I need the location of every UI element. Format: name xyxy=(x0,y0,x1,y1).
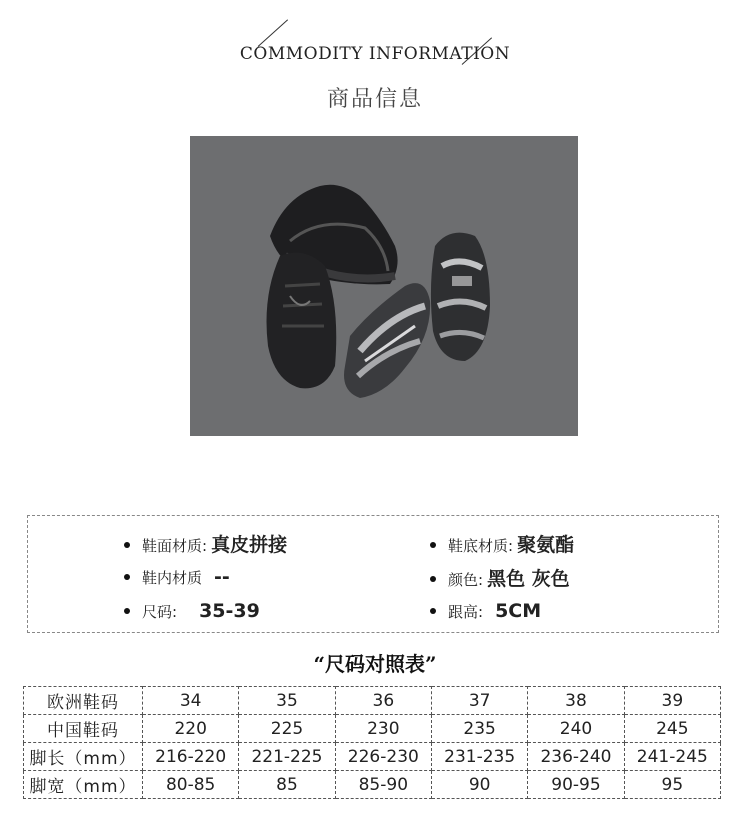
table-cell: 216-220 xyxy=(143,743,239,771)
spec-lining-value: -- xyxy=(214,566,230,588)
bullet-icon xyxy=(430,576,436,582)
table-cell: 235 xyxy=(431,715,527,743)
table-cell: 90-95 xyxy=(528,771,624,799)
spec-sole-label: 鞋底材质: xyxy=(448,537,514,555)
spec-heel-label: 跟高: xyxy=(448,603,484,621)
black-shoe-front xyxy=(267,253,337,389)
spec-upper-value: 真皮拼接 xyxy=(211,534,288,556)
spec-lining xyxy=(124,566,230,588)
spec-sole xyxy=(430,530,574,557)
table-cell: 38 xyxy=(528,687,624,715)
spec-heel xyxy=(430,600,541,622)
table-cell: 240 xyxy=(528,715,624,743)
title-chinese: 商品信息 xyxy=(326,87,423,112)
spec-lining-label: 鞋内材质 xyxy=(142,569,203,587)
table-cell: 236-240 xyxy=(528,743,624,771)
table-row xyxy=(24,715,721,743)
table-cell: 39 xyxy=(624,687,720,715)
bullet-icon xyxy=(124,542,130,548)
sneakers-photo xyxy=(190,136,578,436)
size-table xyxy=(23,686,721,799)
decorative-line-left xyxy=(258,19,288,47)
table-row xyxy=(24,687,721,715)
spec-upper xyxy=(124,530,287,557)
table-cell: 90 xyxy=(431,771,527,799)
spec-color xyxy=(430,564,570,591)
table-cell: 241-245 xyxy=(624,743,720,771)
spec-upper-label: 鞋面材质: xyxy=(142,537,208,555)
table-cell: 245 xyxy=(624,715,720,743)
table-cell: 230 xyxy=(335,715,431,743)
header xyxy=(0,0,750,130)
bullet-icon xyxy=(124,608,130,614)
size-table-title: “尺码对照表” xyxy=(313,652,437,676)
table-cell: 85 xyxy=(239,771,335,799)
table-cell: 80-85 xyxy=(143,771,239,799)
spec-color-label: 颜色: xyxy=(448,571,484,589)
table-cell: 231-235 xyxy=(431,743,527,771)
table-cell: 226-230 xyxy=(335,743,431,771)
table-cell: 95 xyxy=(624,771,720,799)
table-cell: 221-225 xyxy=(239,743,335,771)
bullet-icon xyxy=(124,574,130,580)
table-cell: 34 xyxy=(143,687,239,715)
table-cell: 220 xyxy=(143,715,239,743)
bullet-icon xyxy=(430,608,436,614)
table-cell: 36 xyxy=(335,687,431,715)
row-header: 脚宽（mm） xyxy=(24,771,143,799)
gray-shoe-right xyxy=(431,233,490,361)
table-cell: 225 xyxy=(239,715,335,743)
spec-sole-value: 聚氨酯 xyxy=(517,534,575,556)
table-row xyxy=(24,771,721,799)
table-cell: 35 xyxy=(239,687,335,715)
spec-color-value: 黑色 灰色 xyxy=(487,568,570,590)
row-header: 欧洲鞋码 xyxy=(24,687,143,715)
row-header: 脚长（mm） xyxy=(24,743,143,771)
table-cell: 85-90 xyxy=(335,771,431,799)
row-header: 中国鞋码 xyxy=(24,715,143,743)
bullet-icon xyxy=(430,542,436,548)
title-english: COMMODITY INFORMATION xyxy=(239,44,511,64)
table-row xyxy=(24,743,721,771)
spec-size xyxy=(124,600,260,622)
spec-size-value: 35-39 xyxy=(199,600,260,622)
spec-heel-value: 5CM xyxy=(495,600,542,622)
table-cell: 37 xyxy=(431,687,527,715)
spec-size-label: 尺码: xyxy=(142,603,178,621)
